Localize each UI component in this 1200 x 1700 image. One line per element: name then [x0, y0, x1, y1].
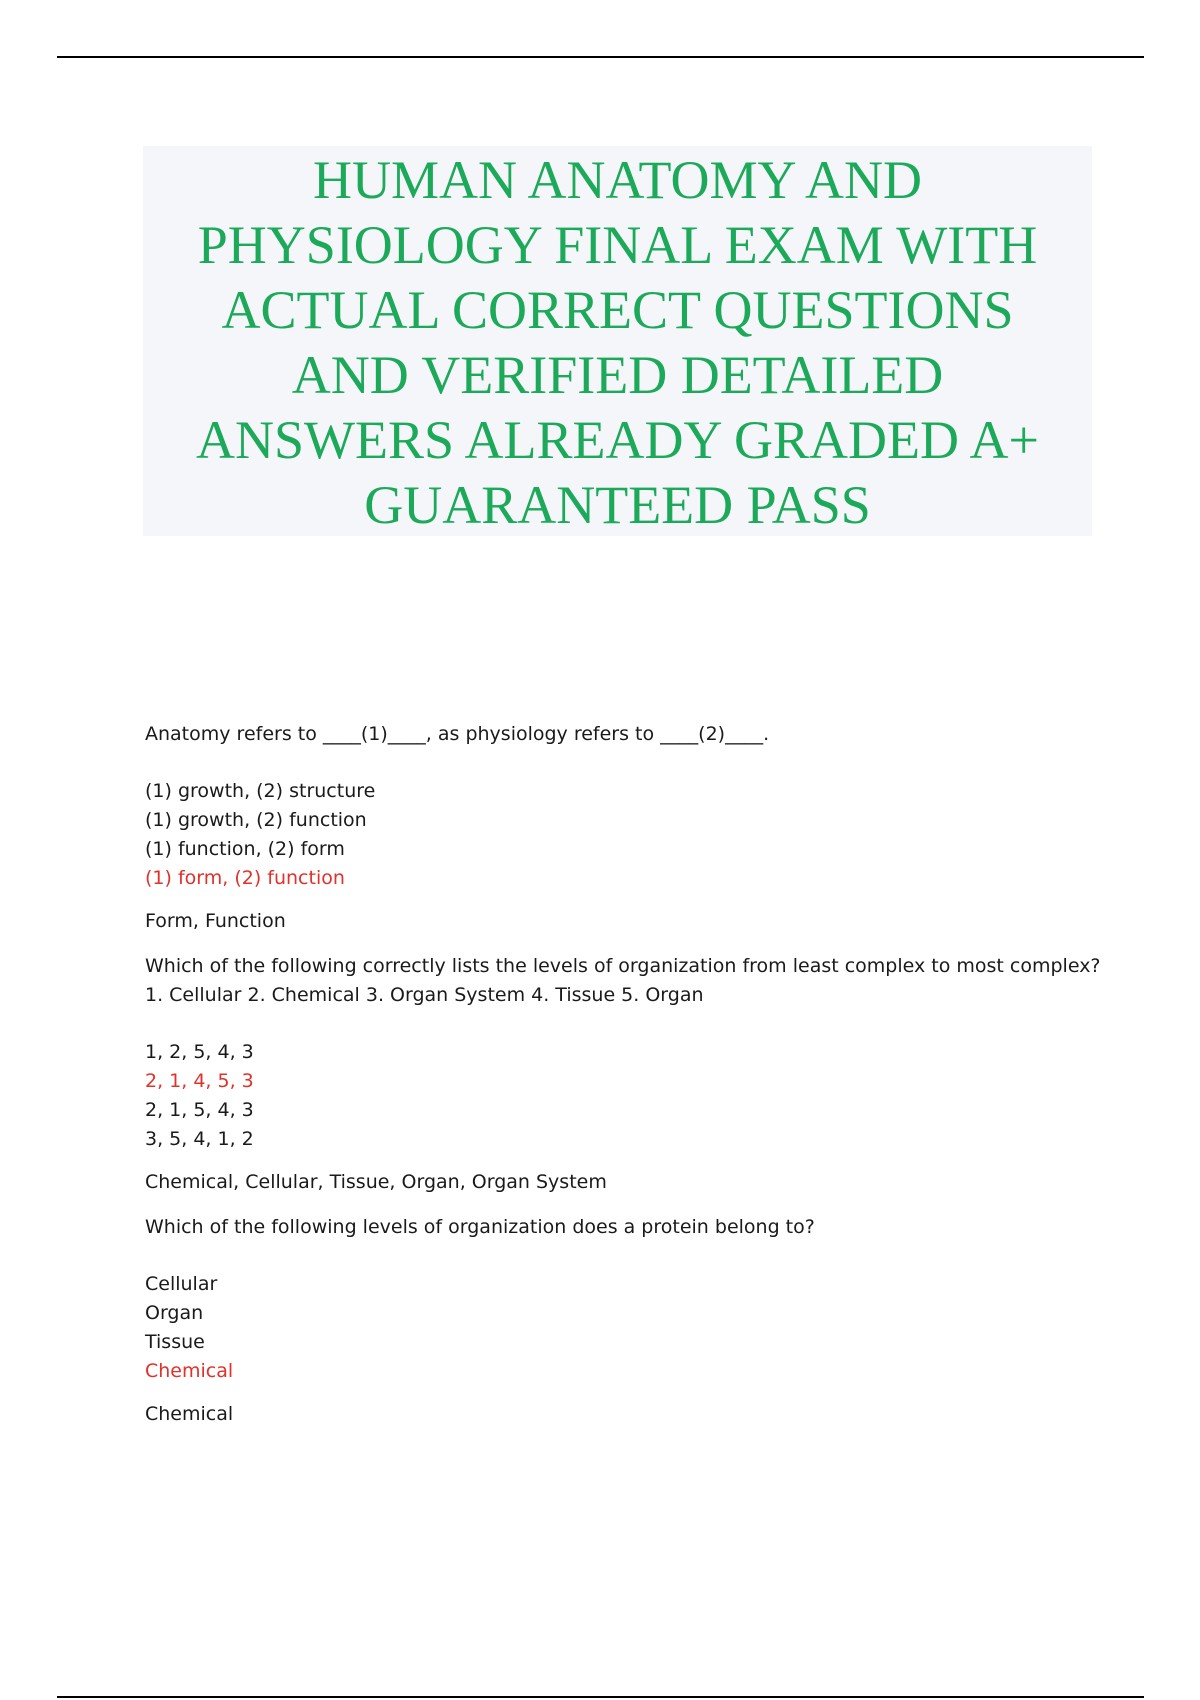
answer-option: (1) growth, (2) structure — [145, 780, 376, 802]
title-line: ANSWERS ALREADY GRADED A+ — [196, 410, 1039, 470]
question-text: 1. Cellular 2. Chemical 3. Organ System 4. Tissue 5. Organ — [145, 984, 704, 1006]
question-block — [145, 720, 1095, 952]
answer-text: Form, Function — [145, 910, 286, 932]
answer-option: Cellular — [145, 1273, 218, 1295]
title-line: ACTUAL CORRECT QUESTIONS — [221, 280, 1014, 340]
title-line: HUMAN ANATOMY AND — [312, 150, 923, 210]
question-block — [145, 952, 1101, 1213]
title-line: AND VERIFIED DETAILED — [291, 345, 944, 405]
question-text: Anatomy refers to ____(1)____, as physiology refers to ____(2)____. — [145, 723, 770, 745]
answer-option: 2, 1, 5, 4, 3 — [145, 1099, 254, 1121]
title-banner — [143, 146, 1092, 536]
title-line: GUARANTEED PASS — [364, 475, 871, 535]
answer-option: (1) growth, (2) function — [145, 809, 367, 831]
bottom-rule — [57, 1696, 1144, 1698]
answer-text: Chemical — [145, 1403, 234, 1425]
question-block — [145, 1213, 1095, 1429]
correct-answer-option: (1) form, (2) function — [145, 867, 345, 889]
top-rule — [57, 56, 1144, 58]
question-text: Which of the following correctly lists the levels of organization from least complex to most complex? — [145, 955, 1101, 977]
correct-answer-option: 2, 1, 4, 5, 3 — [145, 1070, 254, 1092]
answer-option: 1, 2, 5, 4, 3 — [145, 1041, 254, 1063]
question-text: Which of the following levels of organization does a protein belong to? — [145, 1216, 815, 1238]
answer-text: Chemical, Cellular, Tissue, Organ, Organ System — [145, 1171, 607, 1193]
answer-option: (1) function, (2) form — [145, 838, 345, 860]
correct-answer-option: Chemical — [145, 1360, 234, 1382]
answer-option: Tissue — [145, 1331, 205, 1353]
answer-option: Organ — [145, 1302, 204, 1324]
answer-option: 3, 5, 4, 1, 2 — [145, 1128, 254, 1150]
title-line: PHYSIOLOGY FINAL EXAM WITH — [197, 215, 1038, 275]
question-list — [145, 720, 1101, 1429]
